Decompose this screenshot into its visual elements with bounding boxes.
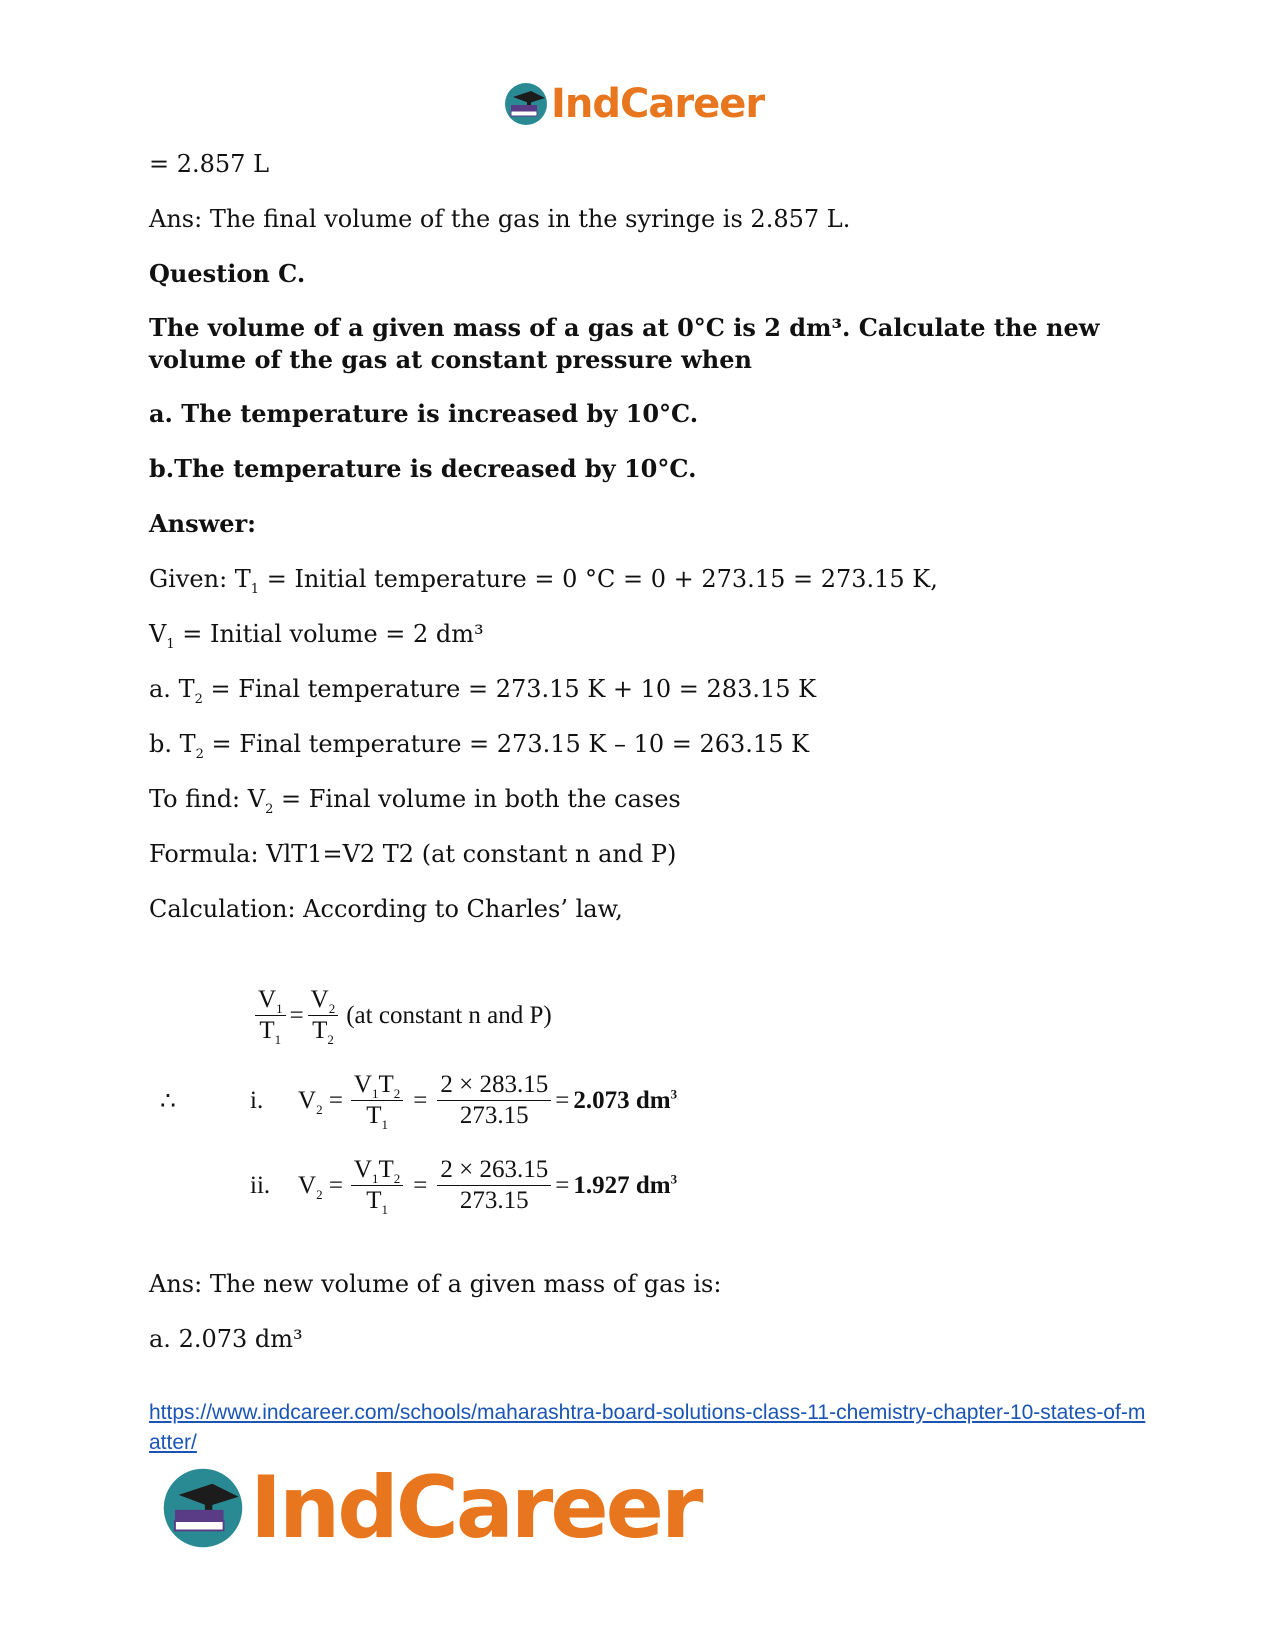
numerator: 2 × 283.15 bbox=[437, 1070, 551, 1101]
result-value: 1.927 $dm^3$ bbox=[573, 1171, 678, 1199]
formula-line: Formula: VlT1=V2 T2 (at constant n and P) bbox=[149, 840, 677, 868]
given-t1: Given: $T_1$ = Initial temperature = 0 °C = 0 + 273.15 = 273.15 K, bbox=[149, 565, 938, 597]
graduation-cap-book-icon bbox=[160, 1465, 246, 1551]
source-link[interactable]: https://www.indcareer.com/schools/maharashtra-board-solutions-class-11-chemistry-chapter-10-states-of-matter/ bbox=[149, 1401, 1146, 1454]
to-find: To find: $V_2$ = Final volume in both the cases bbox=[149, 785, 681, 817]
denominator: 273.15 bbox=[459, 1102, 529, 1129]
indcareer-logo-bottom bbox=[160, 1460, 700, 1556]
question-text: The volume of a given mass of a gas at 0°C is 2 dm³. Calculate the new volume of the gas at constant pressure when bbox=[149, 313, 1100, 374]
graduation-cap-book-icon bbox=[503, 81, 549, 127]
answer-line: Ans: The final volume of the gas in the syringe is 2.857 L. bbox=[149, 205, 851, 233]
row-label: i. bbox=[250, 1086, 264, 1114]
question-part-b: b.The temperature is decreased by 10°C. bbox=[149, 454, 697, 483]
given-v1: $V_1$ = Initial volume = 2 dm³ bbox=[149, 620, 484, 652]
question-part-a: a. The temperature is increased by 10°C. bbox=[149, 399, 699, 428]
answer-heading: Answer: bbox=[149, 509, 257, 538]
indcareer-logo-top bbox=[503, 80, 764, 128]
given-t2-a: a. $T_2$ = Final temperature = 273.15 K + 10 = 283.15 K bbox=[149, 675, 817, 707]
row-label: ii. bbox=[250, 1171, 271, 1199]
logo-text: IndCareer bbox=[551, 81, 765, 127]
equation-row-ii: ii. $V_2$ = $\frac{V_1T_2}{T_1}$ = $\frac{2 \times 263.15}{273.15}$ = 1.927 $dm^3$ bbox=[250, 1156, 678, 1217]
logo-text: IndCareer bbox=[250, 1458, 701, 1558]
numerator: 2 × 263.15 bbox=[437, 1155, 551, 1186]
law-condition: (at constant n and P) bbox=[346, 1001, 552, 1029]
therefore-symbol: ∴ bbox=[160, 1087, 176, 1115]
given-t2-b: b. $T_2$ = Final temperature = 273.15 K – 10 = 263.15 K bbox=[149, 730, 810, 762]
calculation-line: Calculation: According to Charles’ law, bbox=[149, 895, 623, 923]
result-line: = 2.857 L bbox=[149, 150, 270, 178]
question-heading: Question C. bbox=[149, 259, 306, 288]
result-value: 2.073 $dm^3$ bbox=[573, 1086, 678, 1114]
final-answer-line: Ans: The new volume of a given mass of gas is: bbox=[149, 1270, 722, 1298]
final-answer-a: a. 2.073 dm³ bbox=[149, 1325, 303, 1353]
denominator: 273.15 bbox=[459, 1187, 529, 1214]
equation-law-row: $\frac{V_1}{T_1}$ = $\frac{V_2}{T_2}$ (at constant n and P) bbox=[255, 985, 552, 1046]
equation-row-i: ∴ i. $V_2$ = $\frac{V_1T_2}{T_1}$ = $\frac{2 \times 283.15}{273.15}$ = 2.073 $dm^3$ bbox=[160, 1071, 678, 1132]
